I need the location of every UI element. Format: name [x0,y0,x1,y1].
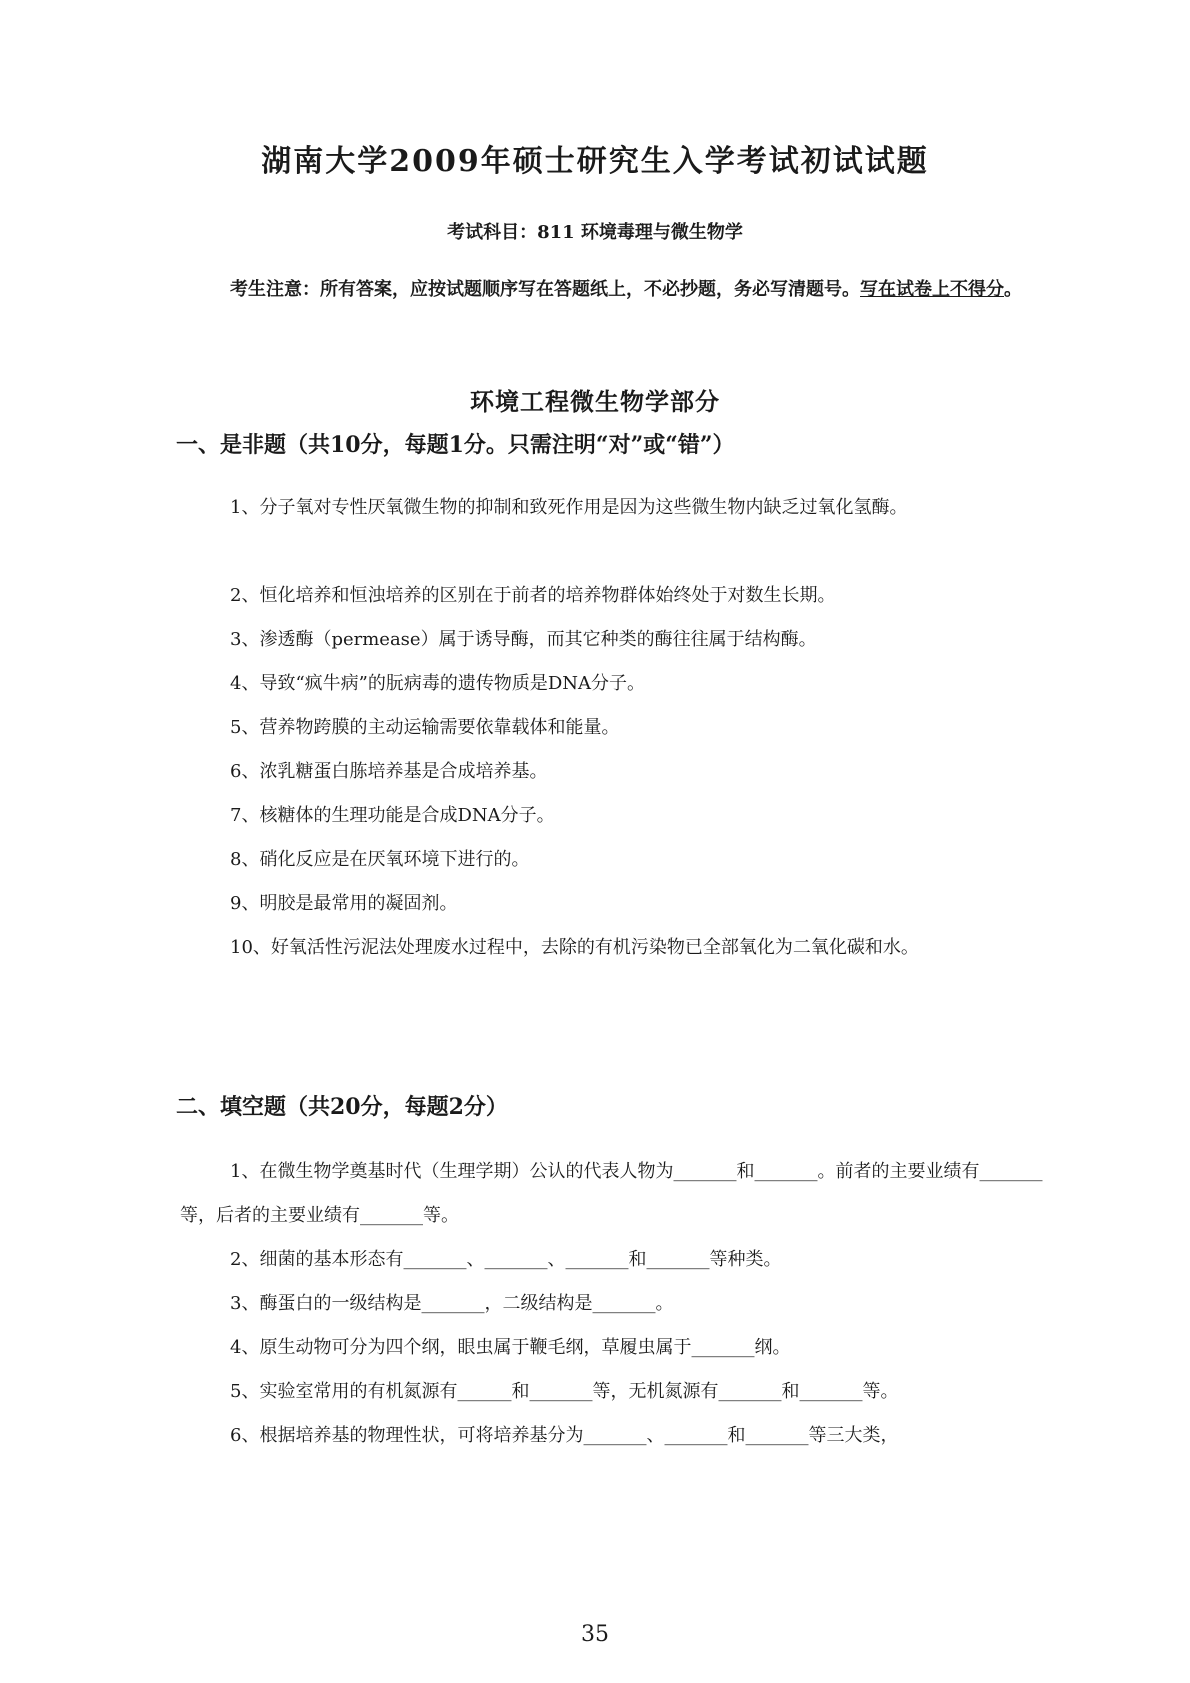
question-item: 5、营养物跨膜的主动运输需要依靠载体和能量。 [230,717,620,738]
question-item: 6、浓乳糖蛋白胨培养基是合成培养基。 [230,761,548,782]
question-item: 5、实验室常用的有机氮源有______和_______等，无机氮源有_______和_______等。 [230,1381,899,1402]
question-item: 4、导致“疯牛病”的朊病毒的遗传物质是DNA分子。 [230,673,646,694]
question-item: 9、明胶是最常用的凝固剂。 [230,893,458,914]
question-item: 2、恒化培养和恒浊培养的区别在于前者的培养物群体始终处于对数生长期。 [230,585,836,606]
question-item: 10、好氧活性污泥法处理废水过程中，去除的有机污染物已全部氧化为二氧化碳和水。 [230,937,919,958]
section-heading-fill-blank: 二、填空题（共20分，每题2分） [176,1094,508,1120]
exam-subject: 考试科目：811 环境毒理与微生物学 [447,222,743,243]
question-item: 7、核糖体的生理功能是合成DNA分子。 [230,805,555,826]
question-item: 3、渗透酶（permease）属于诱导酶，而其它种类的酶往往属于结构酶。 [230,629,817,650]
question-item: 3、酶蛋白的一级结构是_______，二级结构是_______。 [230,1293,674,1314]
question-item: 1、在微生物学奠基时代（生理学期）公认的代表人物为_______和_______。前者的主要业绩有_______等，后者的主要业绩有_______等。 [180,1161,1043,1226]
notice-end: 。 [1004,279,1022,300]
notice-main: 考生注意：所有答案，应按试题顺序写在答题纸上，不必抄题，务必写清题号。 [230,279,860,300]
page-number: 35 [581,1622,609,1647]
question-item: 1、分子氧对专性厌氧微生物的抑制和致死作用是因为这些微生物内缺乏过氧化氢酶。 [230,497,908,518]
question-item: 2、细菌的基本形态有_______、_______、_______和_______等种类。 [230,1249,782,1270]
notice-underlined: 写在试卷上不得分 [860,279,1004,300]
part-title: 环境工程微生物学部分 [470,387,720,416]
exam-title: 湖南大学2009年硕士研究生入学考试初试试题 [261,144,929,179]
section-heading-true-false: 一、是非题（共10分，每题1分。只需注明“对”或“错”） [176,432,735,458]
exam-notice [180,268,1070,312]
question-item: 6、根据培养基的物理性状，可将培养基分为_______、_______和_______等三大类， [230,1425,899,1446]
question-item: 4、原生动物可分为四个纲，眼虫属于鞭毛纲，草履虫属于_______纲。 [230,1337,791,1358]
question-item: 8、硝化反应是在厌氧环境下进行的。 [230,849,530,870]
